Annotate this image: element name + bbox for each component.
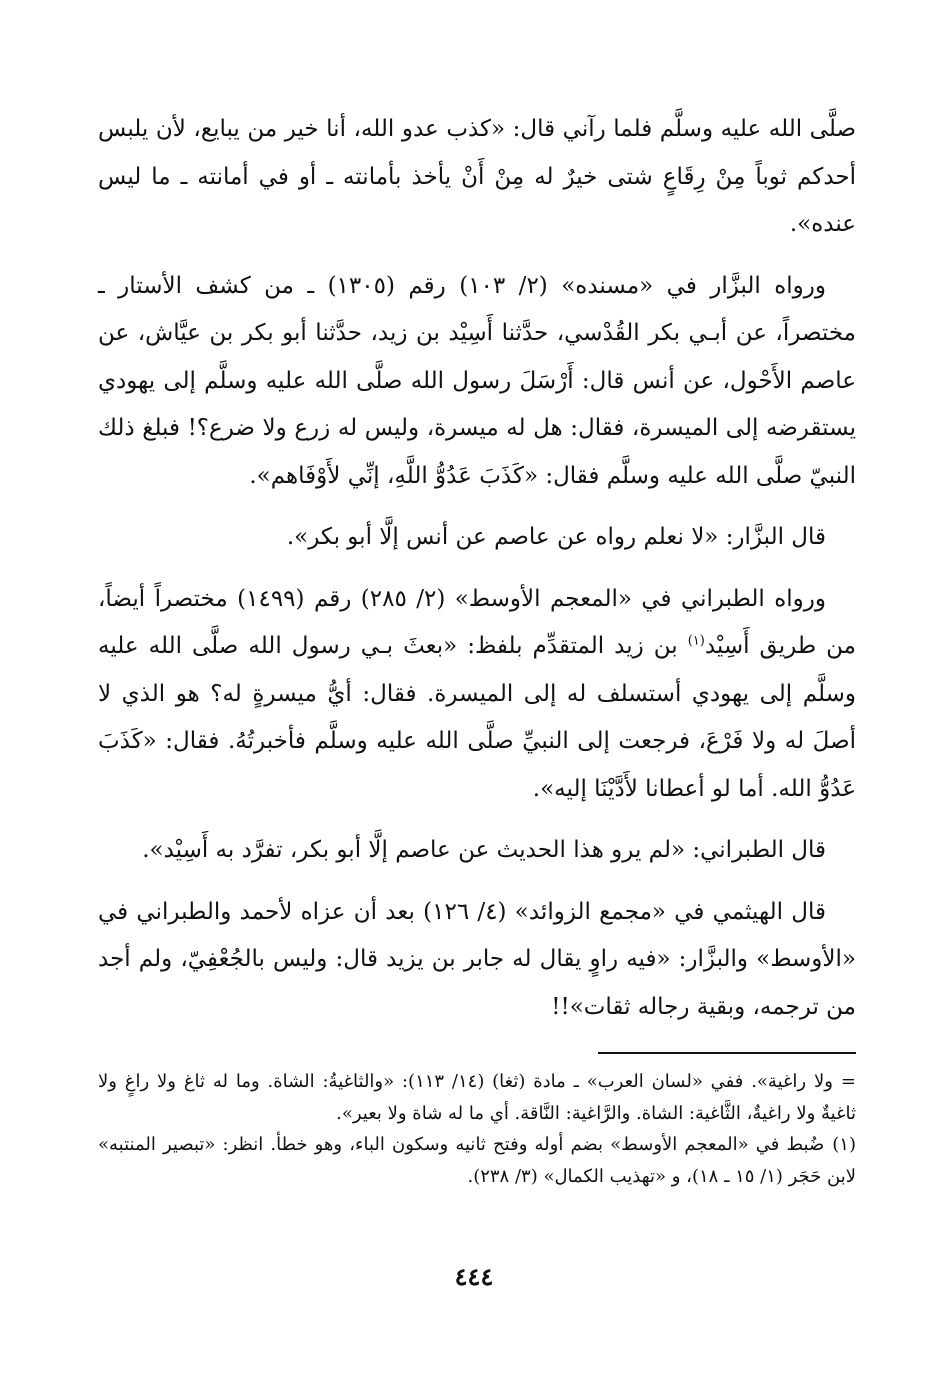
paragraph-tabarani-narration [98, 576, 856, 814]
footnote-continuation-text: ولا راغية». ففي «لسان العرب» ـ مادة (ثغا) (١٤/ ١١٣): «والثاغيةُ: الشاة. وما له ثاغ ولا راغٍ ولا ثاغيةٌ ولا راغيةٌ، الثَّاغية: الشاة. والرَّاغية: النَّاقة. أي ما له شاة ولا بعير». [98, 1071, 856, 1124]
paragraph-haythami-comment: قال الهيثمي في «مجمع الزوائد» (٤/ ١٢٦) بعد أن عزاه لأحمد والطبراني في «الأوسط» والبزَّار: «فيه راوٍ يقال له جابر بن يزيد قال: وليس بالجُعْفِيّ، ولم أجد من ترجمه، وبقية رجاله ثقات»!! [98, 898, 856, 1020]
paragraph-bazzar-comment: قال البزَّار: «لا نعلم رواه عن عاصم عن أنس إلَّا أبو بكر». [286, 524, 826, 550]
tabarani-text-start: ورواه الطبراني في «المعجم الأوسط» (٢/ ٢٨٥) رقم (١٤٩٩) مختصراً أيضاً، من طريق أَسِيْد [98, 585, 856, 659]
paragraph-tabarani-comment: قال الطبراني: «لم يرو هذا الحديث عن عاصم إلَّا أبو بكر، تفرَّد به أَسِيْد». [142, 837, 826, 863]
footnote-1-text: ضُبط في «المعجم الأوسط» بضم أوله وفتح ثانيه وسكون الباء، وهو خطأ. انظر: «تبصير المنتبه» لابن حَجَر (١/ ١٥ ـ ١٨)، و «تهذيب الكمال» (٣/ ٢٣٨). [98, 1134, 856, 1187]
footnote-continuation-mark: = [840, 1071, 856, 1092]
footnote-1-mark: (١) [832, 1134, 856, 1155]
footnote-continuation [98, 1066, 856, 1129]
page-number: ٤٤٤ [454, 1262, 494, 1291]
footnotes-section [98, 1052, 856, 1192]
paragraph-hadith-end: صلَّى الله عليه وسلَّم فلما رآني قال: «كذب عدو الله، أنا خير من يبايع، لأن يلبس أحدكم ثوباً مِنْ رِقَاعٍ شتى خيرٌ له مِنْ أَنْ يأخذ بأمانته ـ أو في أمانته ـ ما ليس عنده». [98, 116, 856, 237]
footnote-separator-rule [598, 1052, 856, 1054]
footnote-reference-1: (١) [687, 633, 705, 649]
tabarani-text-end: بن زيد المتقدِّم بلفظ: «بعثَ بـي رسول الله صلَّى الله عليه وسلَّم إلى يهودي أستسلف له إلى الميسرة. فقال: أيُّ ميسرةٍ له؟ هو الذي لا أصلَ له ولا فَرْعَ، فرجعت إلى النبيِّ صلَّى الله عليه وسلَّم فأخبرتُهُ. فقال: «كَذَبَ عَدُوُّ الله. أما لو أعطانا لأَدَّيْنَا إليه». [98, 633, 856, 802]
footnote-1 [98, 1129, 856, 1192]
paragraph-bazzar-narration: ورواه البزَّار في «مسنده» (٢/ ١٠٣) رقم (١٣٠٥) ـ من كشف الأستار ـ مختصراً، عن أبـي بكر القُدْسي، حدَّثنا أَسِيْد بن زيد، حدَّثنا أبو بكر بن عيَّاش، عن عاصم الأَحْول، عن أنس قال: أَرْسَلَ رسول الله صلَّى الله عليه وسلَّم إلى يهودي يستقرضه إلى الميسرة، فقال: هل له ميسرة، وليس له زرع ولا ضرع؟! فبلغ ذلك النبيّ صلَّى الله عليه وسلَّم فقال: «كَذَبَ عَدُوُّ اللَّهِ، إنِّي لأَوْفَاهم». [98, 272, 856, 489]
main-text [98, 106, 856, 1031]
